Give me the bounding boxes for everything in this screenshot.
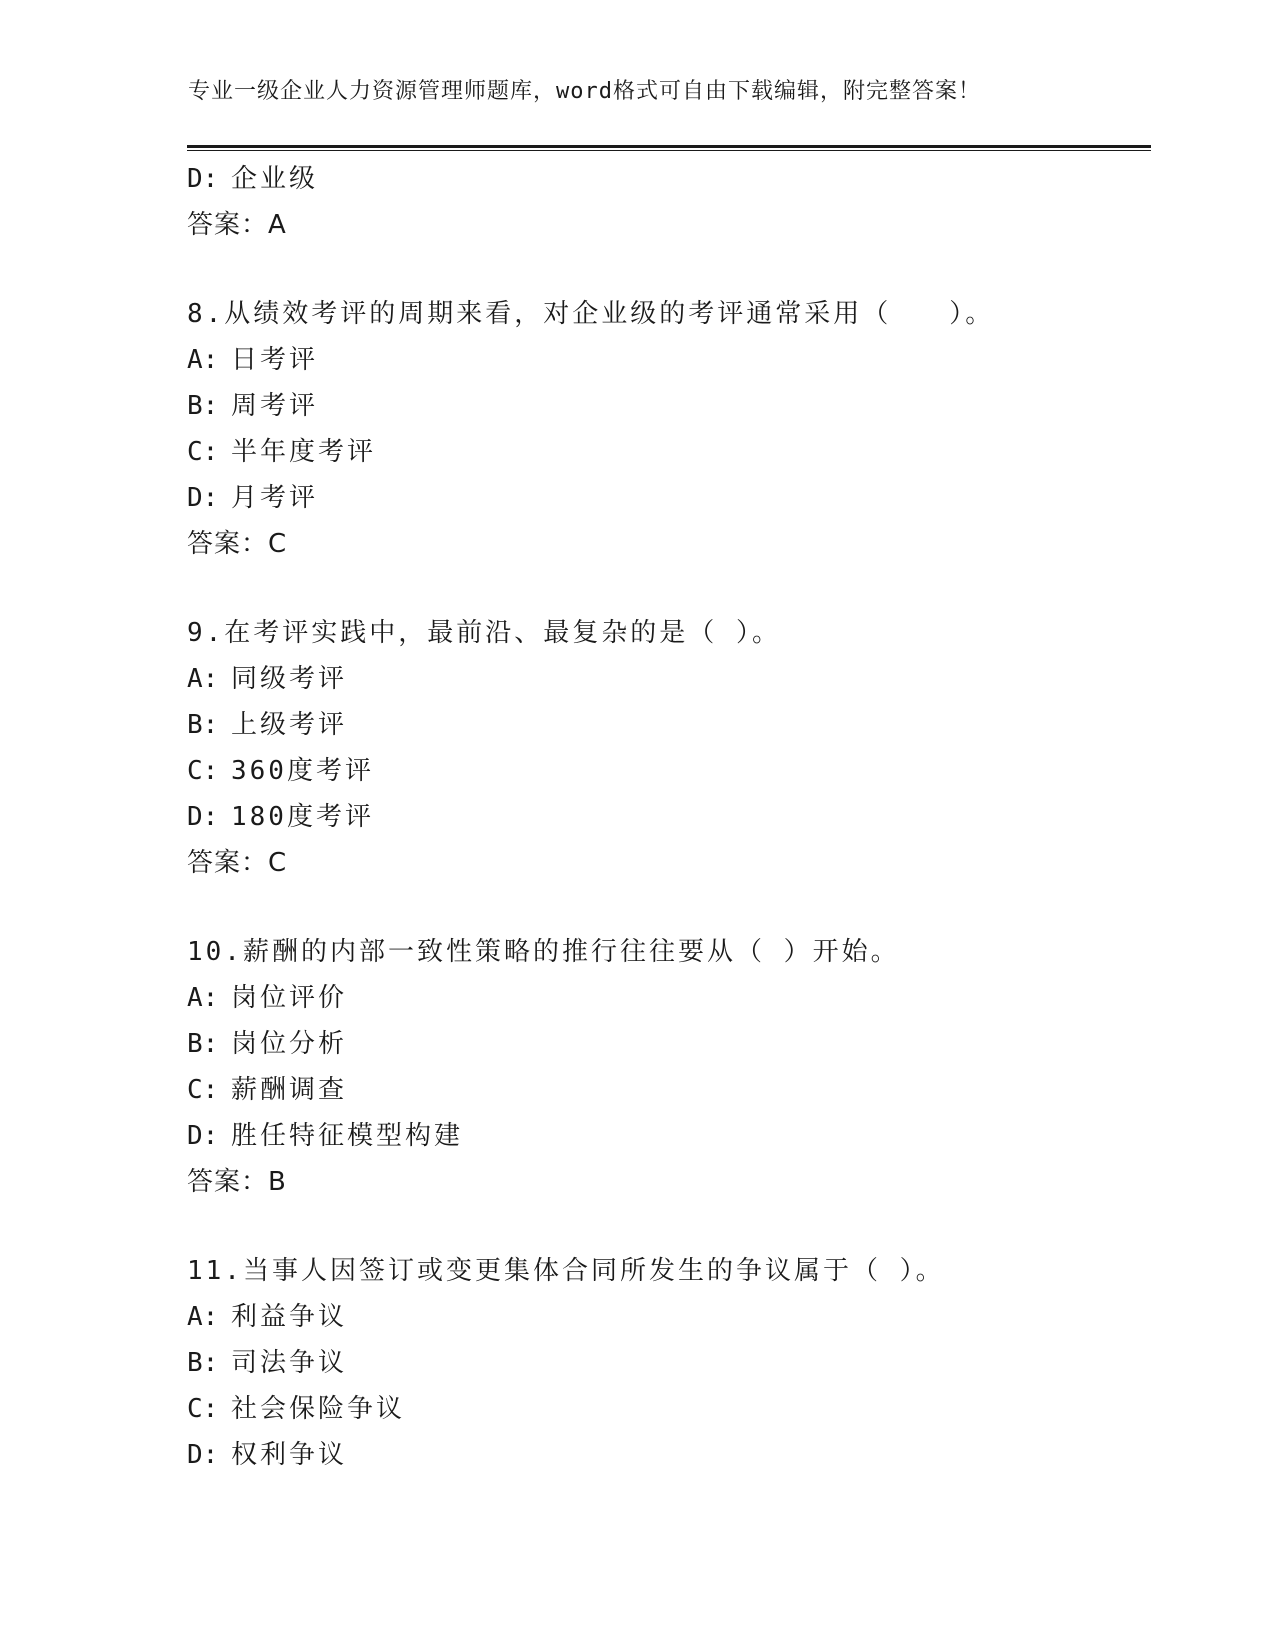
option-label: B:: [187, 1348, 219, 1378]
option-a: [187, 1294, 1151, 1340]
option-a: [187, 656, 1151, 702]
option-c: [187, 429, 1151, 475]
option-b: [187, 383, 1151, 429]
answer-line: 答案：C: [187, 529, 288, 559]
option-d: [187, 156, 1151, 202]
option-text: 周考评: [231, 391, 319, 421]
option-text: 同级考评: [231, 664, 348, 694]
option-a: [187, 337, 1151, 383]
option-text: 权利争议: [231, 1440, 348, 1470]
option-text: 社会保险争议: [231, 1394, 406, 1424]
header-divider-thin: [187, 150, 1151, 151]
question-content: [187, 156, 1151, 1478]
answer-line: 答案：C: [187, 848, 288, 878]
option-text: 企业级: [231, 164, 319, 194]
option-text: 360度考评: [231, 756, 374, 786]
option-c: [187, 748, 1151, 794]
option-label: D:: [187, 483, 219, 513]
page-header: 专业一级企业人力资源管理师题库，word格式可自由下载编辑，附完整答案！: [188, 79, 981, 104]
option-text: 司法争议: [231, 1348, 348, 1378]
option-label: C:: [187, 756, 219, 786]
option-d: [187, 1432, 1151, 1478]
option-b: [187, 1340, 1151, 1386]
answer-line: 答案：A: [187, 210, 287, 240]
option-label: A:: [187, 345, 219, 375]
option-label: C:: [187, 1075, 219, 1105]
option-label: A:: [187, 1302, 219, 1332]
option-text: 岗位评价: [231, 983, 348, 1013]
option-label: D:: [187, 164, 219, 194]
option-text: 180度考评: [231, 802, 374, 832]
option-d: [187, 1113, 1151, 1159]
option-d: [187, 794, 1151, 840]
option-d: [187, 475, 1151, 521]
option-label: C:: [187, 1394, 219, 1424]
option-label: B:: [187, 391, 219, 421]
answer-line: 答案：B: [187, 1167, 287, 1197]
header-divider-thick: [187, 145, 1151, 148]
option-text: 薪酬调查: [231, 1075, 348, 1105]
option-a: [187, 975, 1151, 1021]
option-label: B:: [187, 1029, 219, 1059]
option-c: [187, 1067, 1151, 1113]
question-stem: 8.从绩效考评的周期来看，对企业级的考评通常采用（ ）。: [187, 299, 995, 329]
question-stem: 9.在考评实践中，最前沿、最复杂的是（ ）。: [187, 618, 781, 648]
option-b: [187, 702, 1151, 748]
option-text: 胜任特征模型构建: [231, 1121, 464, 1151]
question-stem: 10.薪酬的内部一致性策略的推行往往要从（ ）开始。: [187, 937, 900, 967]
option-c: [187, 1386, 1151, 1432]
option-label: D:: [187, 1440, 219, 1470]
option-label: A:: [187, 983, 219, 1013]
option-text: 岗位分析: [231, 1029, 348, 1059]
option-text: 月考评: [231, 483, 319, 513]
option-text: 上级考评: [231, 710, 348, 740]
option-label: C:: [187, 437, 219, 467]
option-label: D:: [187, 802, 219, 832]
option-label: D:: [187, 1121, 219, 1151]
option-b: [187, 1021, 1151, 1067]
question-stem: 11.当事人因签订或变更集体合同所发生的争议属于（ ）。: [187, 1256, 945, 1286]
option-text: 半年度考评: [231, 437, 377, 467]
option-text: 利益争议: [231, 1302, 348, 1332]
option-text: 日考评: [231, 345, 319, 375]
option-label: A:: [187, 664, 219, 694]
option-label: B:: [187, 710, 219, 740]
